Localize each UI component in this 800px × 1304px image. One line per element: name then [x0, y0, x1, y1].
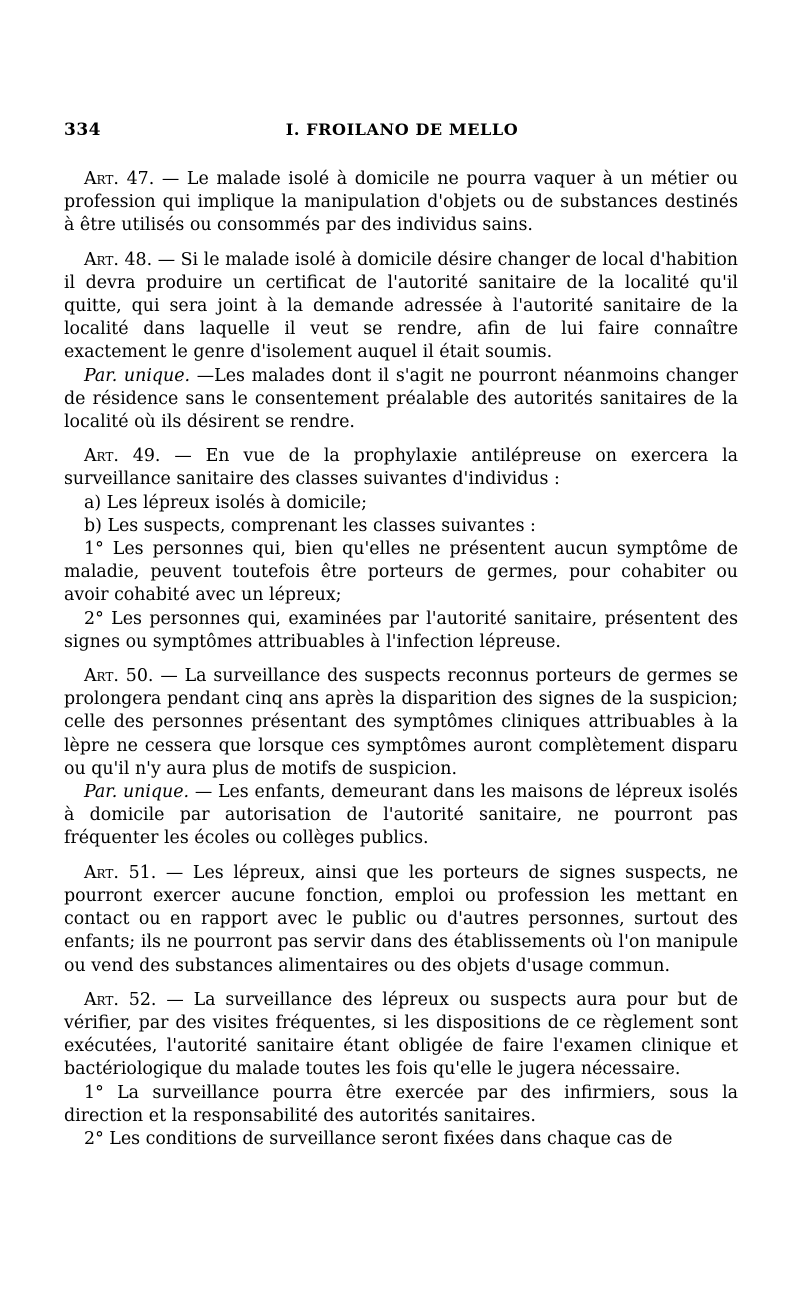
article-label: Art. 47. [84, 169, 155, 189]
article-text: — Si le malade isolé à domicile désire changer de local d'habition il devra produire un certificat de l'autorité sanitaire de la localité qu'il quitte, qui sera joint à la demande adressée à l'autorité sanitaire de la localité dans laquelle il veut se rendre, afin de lui faire connaître exactement le genre d'isolement auquel il était soumis. [64, 249, 739, 363]
paragraph-label: Par. unique. [84, 365, 191, 386]
article-label: Art. 50. [84, 666, 154, 687]
list-item-2: 2° Les conditions de surveillance seront fixées dans chaque cas de [84, 1128, 673, 1149]
list-item-1: 1° Les personnes qui, bien qu'elles ne présentent aucun symptôme de maladie, peuvent toutefois être porteurs de germes, pour cohabiter ou avoir cohabité avec un lépreux; [64, 539, 738, 606]
article-text: — La surveillance des lépreux ou suspects aura pour but de vérifier, par des visites fréquentes, si les dispositions de ce règlement sont exécutées, l'autorité sanitaire étant obligée de faire l'examen clinique et bactériologique du malade toutes les fois qu'elle le jugera nécessaire. [64, 989, 738, 1080]
article-text: — Le malade isolé à domicile ne pourra vaquer à un métier ou profession qui implique la manipulation d'objets ou de substances destinés à être utilisés ou consommés par des individus sains. [64, 169, 738, 236]
article-50 [64, 665, 738, 781]
list-item-b: b) Les suspects, comprenant les classes suivantes : [84, 515, 536, 536]
paragraph-unique-48 [64, 365, 738, 435]
page-header [64, 120, 740, 144]
article-label: Art. 48. [84, 249, 153, 270]
article-51 [64, 862, 738, 978]
article-label: Art. 51. [84, 862, 157, 883]
article-48 [64, 249, 738, 365]
list-item-a: a) Les lépreux isolés à domicile; [84, 492, 367, 513]
article-text: — La surveillance des suspects reconnus porteurs de germes se prolongera pendant cinq ans après la disparition des signes de la suspicion; celle des personnes présentant des symptômes cliniques attribuables à la lèpre ne cessera que lorsque ces symptômes auront complètement disparu ou qu'il n'y aura plus de motifs de suspicion. [64, 666, 739, 779]
page-number: 334 [64, 120, 101, 140]
paragraph-text: — Les enfants, demeurant dans les maisons de lépreux isolés à domicile par autorisation de l'autorité sanitaire, ne pourront pas fréquenter les écoles ou collèges publics. [64, 782, 738, 849]
article-label: Art. 49. [84, 446, 161, 467]
article-49 [64, 445, 738, 491]
paragraph-unique-50 [64, 781, 738, 851]
paragraph-text: —Les malades dont il s'agit ne pourront néanmoins changer de résidence sans le consentement préalable des autorités sanitaires de la localité où ils désirent se rendre. [64, 365, 738, 433]
list-item-2: 2° Les personnes qui, examinées par l'autorité sanitaire, présentent des signes ou symptômes attribuables à l'infection lépreuse. [64, 608, 738, 652]
article-47 [64, 168, 738, 238]
running-head: I. FROILANO DE MELLO [285, 120, 519, 139]
list-item-1: 1° La surveillance pourra être exercée par des infirmiers, sous la direction et la responsabilité des autorités sanitaires. [64, 1082, 738, 1126]
article-52 [64, 989, 738, 1082]
page-body [64, 168, 738, 1151]
article-label: Art. 52. [84, 989, 157, 1010]
article-text: — Les lépreux, ainsi que les porteurs de signes suspects, ne pourront exercer aucune fonction, emploi ou profession les mettant en contact ou en rapport avec le public ou d'autres personnes, surtout des enfants; ils ne pourront pas servir dans des établissements où l'on manipule ou vend des substances alimentaires ou des objets d'usage commun. [64, 862, 738, 976]
article-text: — En vue de la prophylaxie antilépreuse on exercera la surveillance sanitaire des classes suivantes d'individus : [64, 446, 738, 490]
paragraph-label: Par. unique. [84, 782, 190, 803]
